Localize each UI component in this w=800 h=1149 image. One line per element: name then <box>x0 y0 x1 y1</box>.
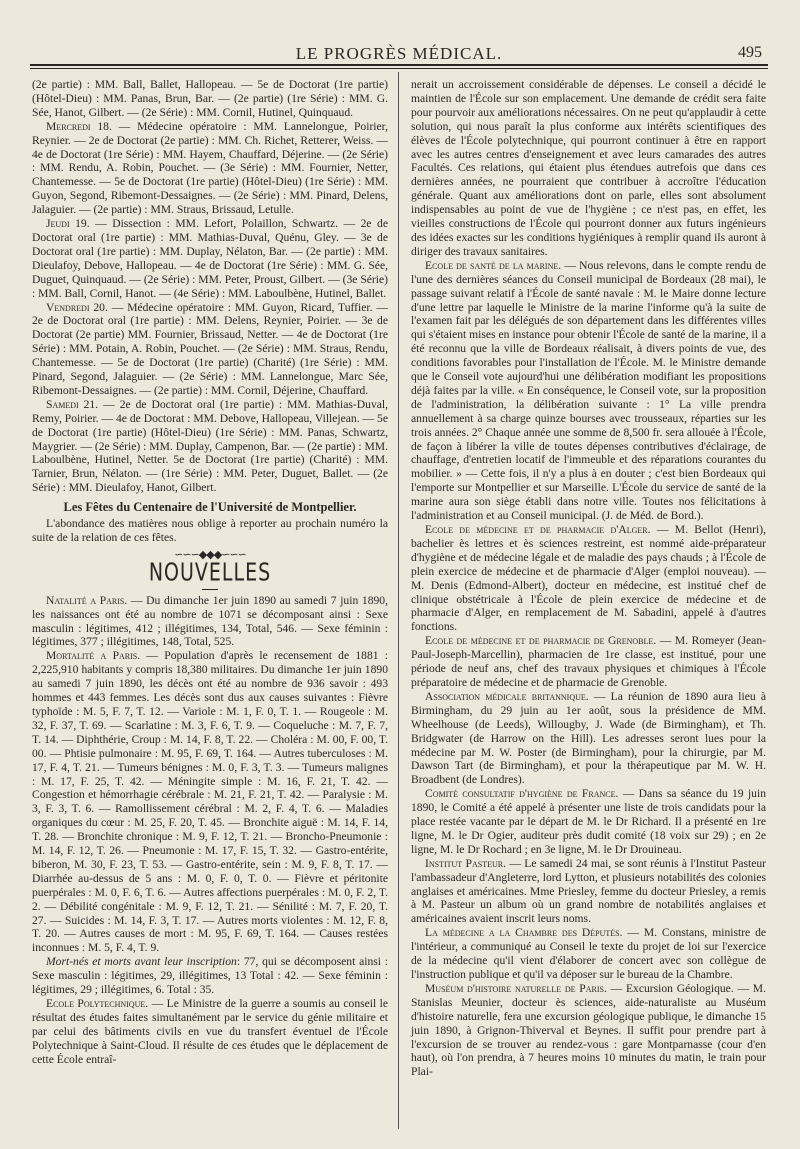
section-text: — Le Ministre de la guerre a soumis au conseil le résultat des études faites simultanément par le service du génie militaire et par celui des bâtiments civils en vue du transfert éventuel de l'École Polytechnique à Saint-Cloud. Il résulte de ces études que le déplacement de cette École entraî- <box>32 997 389 1066</box>
section-text: — Dans sa séance du 19 juin 1890, le Comité a été appelé à présenter une liste de trois candidats pour la place restée vacante par le départ de M. le Dr Richard. Il a présenté en 1re ligne, M. le Dr Ogier, auditeur près dudit comité (18 voix sur 29) ; en 2e ligne, M. le Dr Rochard ; en 3e ligne, M. le Dr Drouineau. <box>411 787 766 856</box>
left-column <box>30 72 399 1129</box>
section-text: — Nous relevons, dans le compte rendu de l'une des dernières séances du Conseil municipal de Bordeaux (28 mai), le passage suivant relatif à l'École de santé navale : M. le Maire donne lecture d'une lettre par laquelle le Ministre de la marine l'informe qu'à la suite de l'examen fait par les délégués de son département dans les différentes villes qui s'étaient mises en instance pour obtenir l'École de santé de la marine, il a été reconnu que la ville de Bordeaux réalisait, à divers points de vue, des conditions favorables pour l'installation de l'École. M. le Ministre demande que le Conseil vote aujourd'hui une délibération modifiant les propositions déjà faites par la ville. « En conséquence, le Conseil vote, sur la proposition de l'administration, la délibération suivante : 1° La ville prendra annuellement à sa charge quinze bourses avec trousseaux, réparties sur les trois années. 2° Chaque année une somme de 8,500 fr. sera allouée à l'École, de façon à libérer la ville de toutes dépenses contributives d'éclairage, de chauffage, d'entretien locatif de l'immeuble et des réparations courantes du mobilier. » — Cette fois, il n'y a plus à en douter ; c'est bien Bordeaux qui l'emporte sur Montpellier et sur Marseille. L'École du service de santé de la marine aura son siège établi dans notre ville. Toutes nos félicitations à l'administration et au Conseil municipal. (J. de Méd. de Bord.). <box>411 258 766 523</box>
section-lead: Mort-nés et morts avant leur inscription <box>46 955 237 969</box>
alger-paragraph <box>411 523 766 634</box>
section-text: — Excursion Géologique. — M. Stanislas Meunier, docteur ès sciences, aide-naturaliste au Muséum d'histoire naturelle, fera une excursion géologique publique, le dimanche 15 juin 1890, à Grignon-Thiverval et Beynes. Il suffit pour prendre part à l'excursion de se trouver au rendez-vous : gare Montparnasse (cour d'en haut), où l'on prendra, à 7 heures moins 10 minutes du matin, le train pour Plai- <box>411 981 766 1079</box>
chambre-paragraph <box>411 926 766 982</box>
day-text: — 2e de Doctorat oral (1re partie) : MM. Mathias-Duval, Remy, Poirier. — 4e de Doctorat : MM. Debove, Hallopeau, Villejean. — 5e de Doctorat (1re partie) (Hôtel-Dieu) (1re Série) : MM. Panas, Schwartz, Maygrier. — (2e Série) : MM. Duplay, Campenon, Bar. — (2e partie) : MM. Laboulbène, Hutinel, Netter. 5e de Doctorat (1re partie) (Charité) : MM. Tarnier, Brun, Nélaton. — (1re Série) : MM. Peter, Duguet, Ballet. — (2e Série) : MM. Dieulafoy, Hanot, Gilbert. <box>32 397 389 495</box>
section-text: — La réunion de 1890 aura lieu à Birmingham, du 29 juin au 1er août, sous la présidence de MM. Wheelhouse (de Leeds), Willougby, J. Wade (de Birmingham), et Th. Bridgwater (de Harrow on the Hill). Les adresses seront lues pour la médecine par M. W. Poster (de Birmingham), pour la chirurgie, par M. Dawson Tart (de Birmingham), et pour la thérapeutique par M. W. H. Broadbent (de Londres). <box>411 689 766 787</box>
page-header <box>30 0 768 64</box>
header-rule-thin <box>30 68 768 69</box>
section-label: Comité consultatif d'hygiène de France. <box>425 787 619 801</box>
day-text: — Dissection : MM. Lefort, Polaillon, Schwartz. — 2e de Doctorat oral (1re partie) : MM. Mathias-Duval, Quénu, Gley. — 3e de Doctorat oral (1re partie) : MM. Duplay, Nélaton, Bar. — (2e partie) : MM. Dieulafoy, Debove, Hallopeau. — 4e de Doctorat (1re Série) : MM. G. Sée, Duguet, Quinquaud. — (2e Série) : MM. Peter, Proust, Gilbert. — (3e Série) : MM. Ball, Cornil, Hanot. — (4e Série) : MM. Laboulbène, Hutinel, Ballet. <box>32 217 388 300</box>
museum-paragraph <box>411 982 766 1079</box>
section-label: Muséum d'histoire naturelle de Paris. <box>425 981 607 995</box>
exam-jeudi <box>32 217 388 300</box>
day-label: Vendredi 20. <box>46 300 108 314</box>
day-label: Samedi 21. <box>46 397 99 411</box>
section-text: : 77, qui se décomposent ainsi : Sexe masculin : légitimes, 29, illégitimes, 13 Total : 42. — Sexe féminin : légitimes, 29 ; illégitimes, 6. Total : 35. <box>32 955 389 997</box>
day-label: Mercredi 18. <box>46 119 112 133</box>
exam-samedi <box>32 398 388 495</box>
heading-short-rule <box>202 589 218 590</box>
section-text: — Population d'après le recensement de 1881 : 2,225,910 habitants y compris 18,380 militaires. Du dimanche 1er juin 1890 au samedi 7 juin 1890, les décès ont été au nombre de 936 savoir : 493 hommes et 443 femmes. Les décès sont dus aux causes suivantes : Fièvre typhoïde : M. 5, F. 7, T. 12. — Variole : M. 1, F. 0, T. 1. — Rougeole : M. 32, F. 37, T. 69. — Scarlatine : M. 3, F. 6, T. 9. — Coqueluche : M. 7, F. 7, T. 14. — Diphthérie, Croup : M. 14, F. 8, T. 22. — Choléra : M. 00, F. 00, T. 00. — Phtisie pulmonaire : M. 95, F. 69, T. 164. — Autres tuberculoses : M. 17, F. 4, T. 21. — Tumeurs bénignes : M. 0, F. 3, T. 3. — Tumeurs malignes : M. 17, F. 25, T. 42. — Méningite simple : M. 16, F. 21, T. 42. — Congestion et hémorrhagie cérébrale : M. 21, F. 21, T. 42. — Paralysie : M. 3, F. 3, T. 6. — Ramollissement cérébral : M. 2, F. 4, T. 6. — Maladies organiques du cœur : M. 25, F. 20, T. 45. — Bronchite aiguë : M. 14, F. 14, T. 28. — Bronchite chronique : M. 9, F. 12, T. 21. — Broncho-Pneumonie : M. 14, F. 12, T. 26. — Pneumonie : M. 17, F. 15, T. 32. — Gastro-entérite, biberon, M. 30, F. 23, T. 53. — Gastro-entérite, sein : M. 9, F. 8, T. 17. — Diarrhée au-dessus de 5 ans : M. 0, F. 0, T. 0. — Fièvre et péritonite puerpérales : M. 0, F. 6, T. 6. — Autres affections puerpérales : M. 0, F. 2, T. 2. — Débilité congénitale : M. 9, F. 12, T. 21. — Sénilité : M. 7, F. 20, T. 27. — Suicides : M. 14, F. 3, T. 17. — Autres morts violentes : M. 12, F. 8, T. 20. — Autres causes de mort : M. 95, F. 69, T. 164. — Causes restées inconnues : M. 5, F. 4, T. 9. <box>32 649 389 955</box>
section-label: Ecole de médecine et de pharmacie de Grenoble. <box>425 634 657 648</box>
section-text: — M. Constans, ministre de l'intérieur, a communiqué au Conseil le texte du projet de loi sur l'exercice de la médecine qu'il vient d'élaborer de concert avec son collègue de l'instruction publique et qu'il va déposer sur le bureau de la Chambre. <box>411 926 767 981</box>
journal-title: LE PROGRÈS MÉDICAL. <box>295 44 503 63</box>
right-column <box>399 72 768 1129</box>
section-text: — M. Romeyer (Jean-Paul-Joseph-Marcellin), pharmacien de 1re classe, est institué, pour une période de neuf ans, chef des travaux physiques et chimiques à l'École préparatoire de médecine et de pharmacie de Grenoble. <box>411 634 766 689</box>
section-label: La médecine a la Chambre des Députés. <box>425 926 623 940</box>
mortalite-paragraph <box>32 649 388 955</box>
day-text: — Médecine opératoire : MM. Lannelongue, Poirier, Reynier. — 2e de Doctorat (2e partie) : MM. Ch. Richet, Retterer, Weiss. — 4e de Doctorat (1re Série) : MM. Hayem, Chauffard, Déjerine. — (2e Série) : MM. Rendu, A. Robin, Pouchet. — (3e Série) : MM. Fournier, Netter, Chantemesse. — 5e de Doctorat (1re partie) (Hôtel-Dieu) (1re Série) : MM. Guyon, Segond, Ribemont-Dessaignes. — (2e Série) : MM. Pinard, Delens, Jalaguier. — (2e partie) : MM. Straus, Brissaud, Letulle. <box>32 119 388 217</box>
comite-paragraph <box>411 787 766 857</box>
section-label: Mortalité a Paris. <box>46 649 141 663</box>
page-number: 495 <box>738 44 762 61</box>
nouvelles-heading: NOUVELLES <box>148 558 272 587</box>
mortnes-paragraph <box>32 955 388 997</box>
day-text: — Médecine opératoire : MM. Guyon, Ricard, Tuffier. — 2e de Doctorat oral (1re partie) : MM. Delens, Reynier, Poirier. — 3e de Doctorat (2e partie) MM. Fournier, Brissaud, Netter. — 4e de Doctorat (1re Série) : MM. Potain, A. Robin, Pouchet. — (2e Série) : MM. Straus, Rendu, Chantemesse. — 5e de Doctorat (1re partie) (Charité) (1re Série) : MM. Pinard, Segond, Jalaguier. — (2e Série) : MM. Lannelongue, Marc Sée, Ribemont-Dessaignes. — (2e partie) : MM. Cornil, Déjerine, Chauffard. <box>32 300 388 397</box>
pasteur-paragraph <box>411 857 766 927</box>
section-text: — M. Bellot (Henri), bachelier ès lettres et ès sciences restreint, est nommé aide-préparateur d'hygiène et de médecine légale et de maladie des pays chauds ; à l'École de plein exercice de médecine et de pharmacie d'Alger (emploi nouveau). — M. Denis (Edmond-Albert), docteur en médecine, est institué chef de clinique obstétricale à l'École de plein exercice de médecine et de pharmacie d'Alger, en remplacement de M. Sabadini, appelé à d'autres fonctions. <box>411 523 766 634</box>
ornament-divider: ∽∽∽◆◆◆∽∽∽ <box>174 548 246 561</box>
section-text: — Le samedi 24 mai, se sont réunis à l'Institut Pasteur l'ambassadeur d'Angleterre, lord Lytton, et plusieurs notabilités des colonies anglaises et américaines. Mme Priesley, femme du docteur Priesley, a remis à M. Pasteur un album où un grand nombre de notabilités anglaises et américaines avaient inscrit leurs noms. <box>411 856 766 926</box>
fetes-paragraph: L'abondance des matières nous oblige à reporter au prochain numéro la suite de la relation de ces fêtes. <box>32 517 388 544</box>
natalite-paragraph <box>32 594 388 650</box>
polytechnique-paragraph <box>32 997 388 1067</box>
exam-vendredi <box>32 301 388 398</box>
text-columns <box>30 72 768 1129</box>
fetes-heading: Les Fêtes du Centenaire de l'Université de Montpellier. <box>63 500 357 515</box>
grenoble-paragraph <box>411 634 766 690</box>
section-label: Natalité a Paris. <box>46 593 128 607</box>
section-label: Ecole de santé de la marine. <box>425 258 562 272</box>
marine-paragraph <box>411 259 766 523</box>
polytechnique-continued: nerait un accroissement considérable de dépenses. Le conseil a décidé le maintien de l'École sur son emplacement. Une demande de crédit sera faite pour pourvoir aux améliorations nécessaires. On ne peut qu'applaudir à cette solution, qui nous paraît la plus conforme aux intérêts scientifiques des élèves de l'École polytechnique, qui pourront continuer à être en rapport avec les autres centres d'enseignement et avec leurs camarades des autres Facultés. Ces relations, qui étaient plus étendues autrefois que dans ces dernières années, ne pourraient que contribuer à accroître l'éducation générale. Quant aux améliorations dont on parle, elles sont absolument indispensables au point de vue de l'hygiène ; ce n'est pas, en effet, les vieilles constructions de l'École qui pourront donner aux futurs ingénieurs des idées exactes sur les conditions hygiéniques à remplir quand ils auront à diriger des travaux sanitaires. <box>411 78 766 258</box>
exam-schedule-continued: (2e partie) : MM. Ball, Ballet, Hallopeau. — 5e de Doctorat (1re partie) (Hôtel-Dieu) : MM. Panas, Brun, Bar. — (2e partie) (1re Série) : MM. G. Sée, Hanot, Gilbert. — (2e Série) : MM. Cornil, Hutinel, Quinquaud. <box>32 78 388 119</box>
header-rule-thick <box>30 64 768 66</box>
section-label: Association médicale britannique. <box>425 689 589 703</box>
section-text: — Du dimanche 1er juin 1890 au samedi 7 juin 1890, les naissances ont été au nombre de 1071 se décomposant ainsi : Sexe masculin : légitimes, 412 ; illégitimes, 134, Total, 546. — Sexe féminin : légitimes, 377 ; illégitimes, 148, Total, 525. <box>32 593 388 649</box>
exam-mercredi <box>32 120 388 217</box>
section-label: Ecole de médecine et de pharmacie d'Alger. <box>425 523 651 536</box>
section-label: Ecole Polytechnique. <box>46 997 149 1010</box>
section-label: Institut Pasteur. <box>425 856 506 870</box>
day-label: Jeudi 19. <box>46 217 90 231</box>
association-paragraph <box>411 690 766 787</box>
